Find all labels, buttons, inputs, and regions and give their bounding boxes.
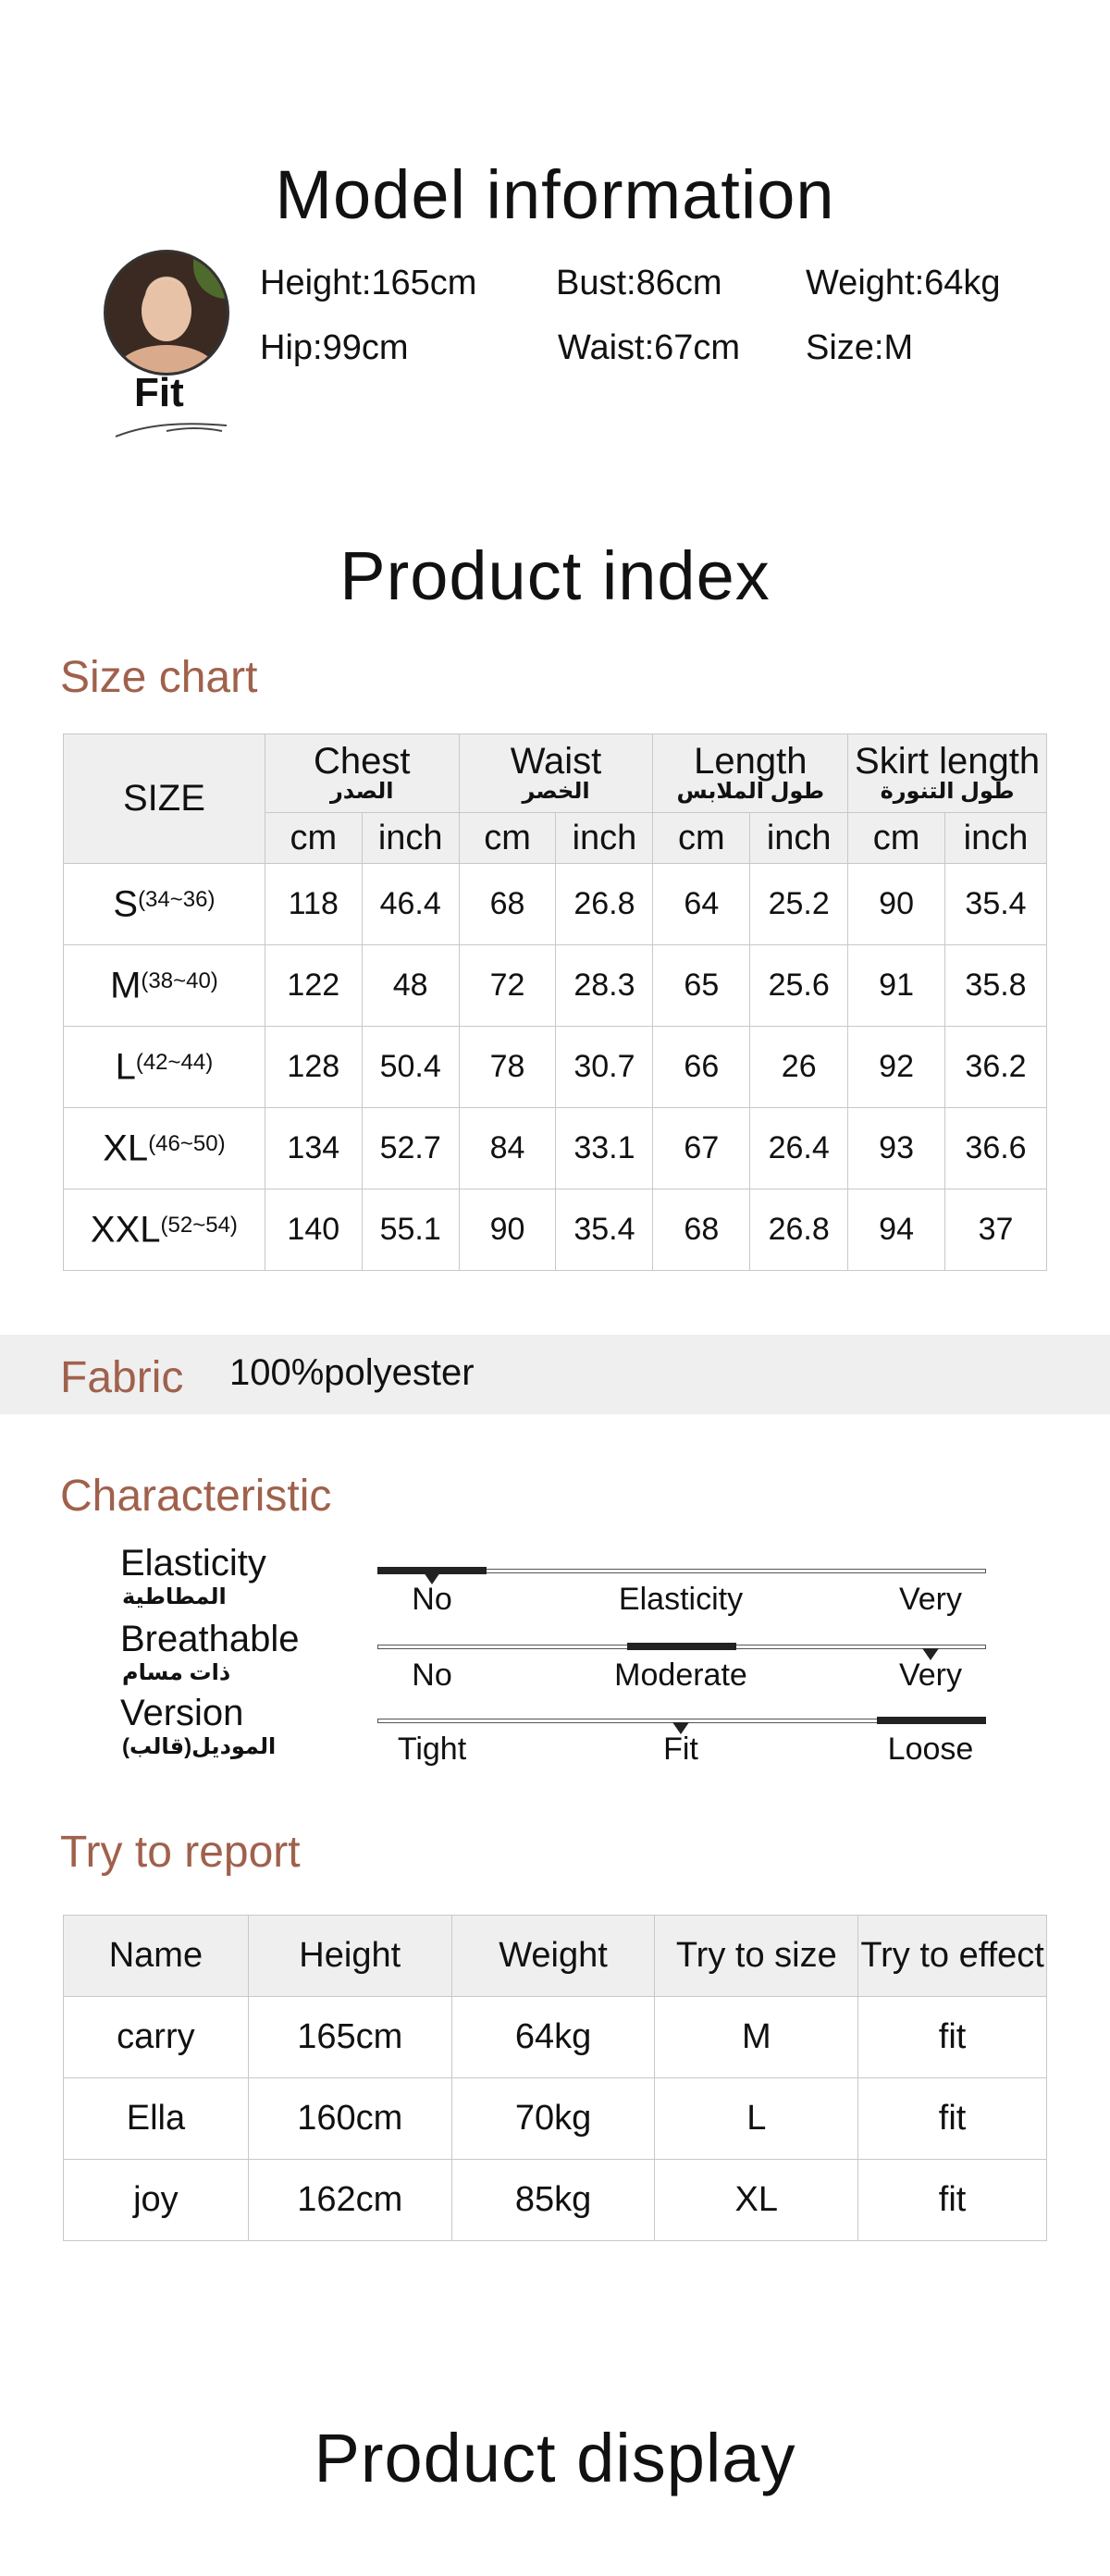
characteristic-arabic: ذات مسام [122, 1660, 231, 1685]
characteristic-title: Characteristic [60, 1472, 332, 1521]
try-report-row [64, 2160, 1047, 2241]
size-value-cell: 36.6 [945, 1108, 1047, 1189]
characteristic-scale-label: Elasticity [618, 1582, 744, 1617]
characteristic-scale-label: Fit [663, 1732, 698, 1767]
unit-cm: cm [265, 813, 362, 864]
size-value-cell: 46.4 [362, 864, 459, 945]
model-weight: Weight:64kg [806, 264, 1001, 302]
size-value-cell: 66 [653, 1027, 750, 1108]
size-value-cell: 134 [265, 1108, 362, 1189]
size-value-cell: 25.6 [750, 945, 848, 1027]
characteristic-name: Breathable [120, 1619, 300, 1659]
try-report-cell: Ella [64, 2078, 249, 2160]
skirt-length-header: Skirt length طول التنورة [848, 734, 1047, 813]
try-report-cell: 85kg [451, 2160, 655, 2241]
characteristic-scale-label: No [412, 1658, 452, 1693]
characteristic-arabic: الموديل(قالب) [122, 1734, 277, 1759]
characteristic-arabic: المطاطية [122, 1584, 227, 1609]
characteristic-scale-label: Very [898, 1658, 963, 1693]
size-cell: S$^{(34\sim 36)}$ [64, 864, 265, 945]
try-report-cell: fit [858, 1997, 1047, 2078]
size-header: SIZE [64, 734, 265, 864]
try-report-table [63, 1915, 1047, 2241]
characteristic-scale-label: Loose [887, 1732, 974, 1767]
size-value-cell: 64 [653, 864, 750, 945]
unit-cm: cm [848, 813, 945, 864]
try-report-cell: carry [64, 1997, 249, 2078]
size-value-cell: 91 [848, 945, 945, 1027]
size-value-cell: 68 [653, 1189, 750, 1271]
try-report-cell: 165cm [248, 1997, 451, 2078]
characteristic-indicator [627, 1643, 736, 1650]
size-value-cell: 28.3 [556, 945, 653, 1027]
fabric-value: 100%polyester [229, 1352, 475, 1393]
size-value-cell: 90 [459, 1189, 556, 1271]
try-report-cell: 162cm [248, 2160, 451, 2241]
waist-header: Waist الخصر [459, 734, 653, 813]
size-cell: XXL$^{(52\sim 54)}$ [64, 1189, 265, 1271]
size-value-cell: 26.8 [750, 1189, 848, 1271]
size-value-cell: 35.8 [945, 945, 1047, 1027]
size-value-cell: 48 [362, 945, 459, 1027]
size-cell: L$^{(42\sim 44)}$ [64, 1027, 265, 1108]
size-value-cell: 30.7 [556, 1027, 653, 1108]
try-report-header-cell: Weight [451, 1916, 655, 1997]
size-cell: M$^{(38\sim 40)}$ [64, 945, 265, 1027]
unit-inch: inch [750, 813, 848, 864]
size-row [64, 1027, 1047, 1108]
size-value-cell: 94 [848, 1189, 945, 1271]
try-report-cell: 64kg [451, 1997, 655, 2078]
size-value-cell: 93 [848, 1108, 945, 1189]
characteristic-scale-label: Very [898, 1582, 963, 1617]
model-hip: Hip:99cm [260, 328, 409, 367]
size-value-cell: 140 [265, 1189, 362, 1271]
characteristic-name: Version [120, 1693, 244, 1733]
size-value-cell: 67 [653, 1108, 750, 1189]
try-report-title: Try to report [60, 1828, 301, 1877]
fit-swoosh-icon [111, 414, 231, 442]
size-value-cell: 35.4 [556, 1189, 653, 1271]
try-report-row [64, 1997, 1047, 2078]
size-value-cell: 35.4 [945, 864, 1047, 945]
try-report-cell: XL [655, 2160, 858, 2241]
size-value-cell: 72 [459, 945, 556, 1027]
size-value-cell: 84 [459, 1108, 556, 1189]
unit-cm: cm [653, 813, 750, 864]
size-value-cell: 118 [265, 864, 362, 945]
size-chart-title: Size chart [60, 653, 258, 702]
size-value-cell: 26.8 [556, 864, 653, 945]
size-cell: XL$^{(46\sim 50)}$ [64, 1108, 265, 1189]
characteristic-name: Elasticity [120, 1543, 266, 1584]
try-report-cell: joy [64, 2160, 249, 2241]
characteristic-scale-label: Moderate [614, 1658, 747, 1693]
size-value-cell: 90 [848, 864, 945, 945]
size-value-cell: 55.1 [362, 1189, 459, 1271]
size-value-cell: 26.4 [750, 1108, 848, 1189]
fit-label: Fit [134, 370, 184, 415]
size-row [64, 864, 1047, 945]
fabric-label: Fabric [60, 1353, 184, 1402]
try-report-row [64, 2078, 1047, 2160]
size-value-cell: 25.2 [750, 864, 848, 945]
size-chart-table [63, 733, 1047, 1271]
size-value-cell: 52.7 [362, 1108, 459, 1189]
size-value-cell: 50.4 [362, 1027, 459, 1108]
characteristic-indicator [877, 1717, 986, 1724]
try-report-header-cell: Try to size [655, 1916, 858, 1997]
size-value-cell: 68 [459, 864, 556, 945]
characteristic-scale-label: No [412, 1582, 452, 1617]
size-value-cell: 36.2 [945, 1027, 1047, 1108]
try-report-header-cell: Name [64, 1916, 249, 1997]
unit-inch: inch [945, 813, 1047, 864]
try-report-cell: fit [858, 2160, 1047, 2241]
try-report-cell: 70kg [451, 2078, 655, 2160]
length-header: Length طول الملابس [653, 734, 848, 813]
size-row [64, 1108, 1047, 1189]
model-avatar [104, 250, 229, 376]
model-waist: Waist:67cm [558, 328, 741, 367]
characteristic-scale-label: Tight [397, 1732, 467, 1767]
size-value-cell: 92 [848, 1027, 945, 1108]
try-report-header-row [64, 1916, 1047, 1997]
size-value-cell: 33.1 [556, 1108, 653, 1189]
model-info-title: Model information [275, 156, 835, 233]
size-value-cell: 26 [750, 1027, 848, 1108]
size-value-cell: 122 [265, 945, 362, 1027]
try-report-cell: fit [858, 2078, 1047, 2160]
size-value-cell: 37 [945, 1189, 1047, 1271]
size-row [64, 1189, 1047, 1271]
size-value-cell: 128 [265, 1027, 362, 1108]
try-report-cell: 160cm [248, 2078, 451, 2160]
unit-inch: inch [556, 813, 653, 864]
size-row [64, 945, 1047, 1027]
model-height: Height:165cm [260, 264, 477, 302]
chest-header: Chest الصدر [265, 734, 459, 813]
unit-inch: inch [362, 813, 459, 864]
product-index-title: Product index [339, 537, 771, 614]
unit-cm: cm [459, 813, 556, 864]
try-report-cell: L [655, 2078, 858, 2160]
size-value-cell: 65 [653, 945, 750, 1027]
model-size: Size:M [806, 328, 914, 367]
size-value-cell: 78 [459, 1027, 556, 1108]
try-report-header-cell: Try to effect [858, 1916, 1047, 1997]
try-report-header-cell: Height [248, 1916, 451, 1997]
model-bust: Bust:86cm [556, 264, 722, 302]
try-report-cell: M [655, 1997, 858, 2078]
product-display-title: Product display [314, 2420, 796, 2496]
